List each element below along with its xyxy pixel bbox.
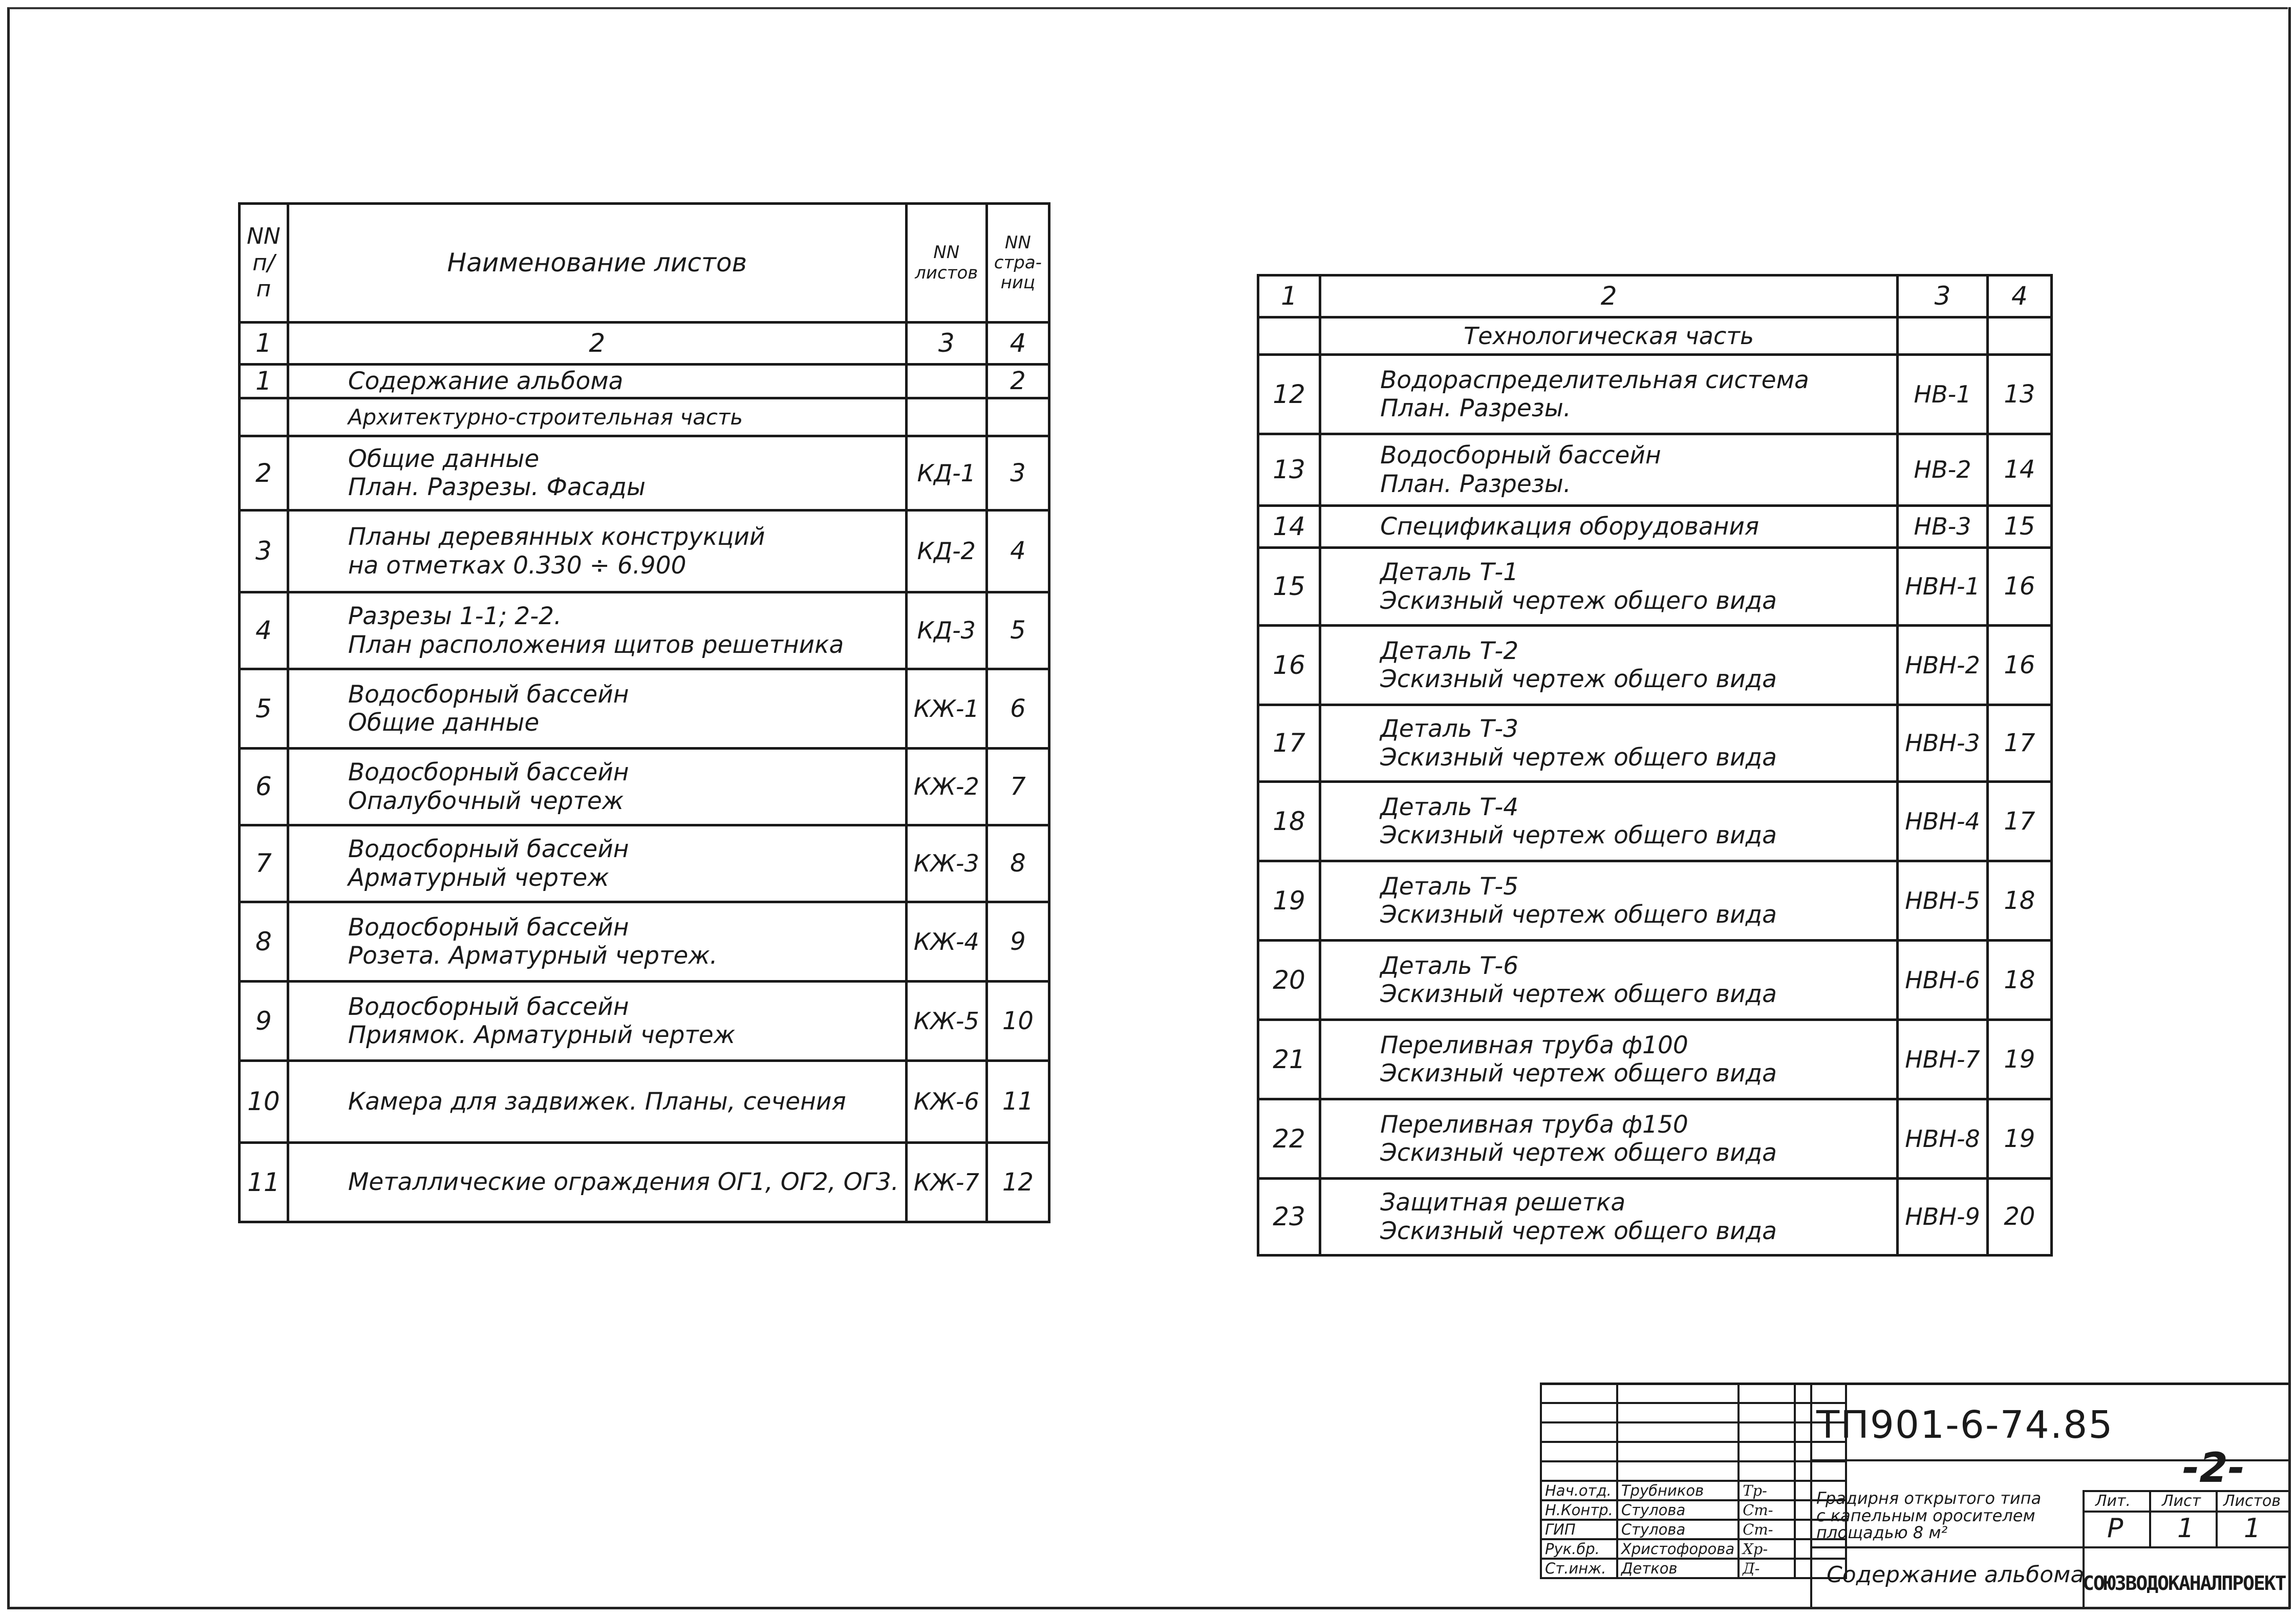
staff-name: Стулова [1617,1500,1739,1520]
description-line: площадью 8 м² [1816,1523,1948,1543]
sheet-code: КД-3 [906,592,986,669]
section-row [240,398,1049,436]
title-block-divider [1810,1383,1812,1607]
table-row [1258,626,2052,705]
sheet-code: НВН-3 [1898,705,1988,782]
table-row [240,669,1049,749]
sheet-name-line: Общие данные [348,709,540,737]
table-row [240,1061,1049,1143]
sheet-code: НВН-5 [1898,861,1988,941]
title-block-divider [2216,1490,2218,1546]
index-cell: 1 [1258,275,1320,317]
title-block-divider [2149,1490,2151,1546]
sheet-name-line: Розета. Арматурный чертеж. [348,942,718,970]
table-row [1258,506,2052,548]
frame-right-border [2288,7,2291,1609]
sheet-name-line: План. Разрезы. Фасады [348,473,646,501]
row-page-empty [986,398,1049,436]
page-number: 14 [1987,434,2051,506]
header-name: Наименование листов [288,204,906,323]
sheet-name [1320,782,1898,861]
header-row [240,204,1049,323]
sheet-name [1320,861,1898,941]
title-block-top-border [1540,1383,2288,1385]
page-number: 15 [1987,506,2051,548]
page-number: 4 [986,511,1049,592]
index-cell: 2 [1320,275,1898,317]
sheet-code: КЖ-4 [906,902,986,982]
staff-signature: Хр- [1739,1539,1795,1559]
page-number: 16 [1987,626,2051,705]
sheet-name-line: Опалубочный чертеж [348,786,624,815]
index-cell: 4 [986,323,1049,365]
sheet-name-line: План. Разрезы. [1380,470,1571,498]
table-row [1258,434,2052,506]
sheet-name-line: Арматурный чертеж [348,863,609,892]
sheet-name-line: на отметках 0.330 ÷ 6.900 [348,551,686,580]
sheet-name [288,1061,906,1143]
page-number: 19 [1987,1020,2051,1099]
sheet-name-line: Эскизный чертеж общего вида [1380,1139,1777,1167]
staff-name: Трубников [1617,1481,1739,1500]
sheet-code [906,365,986,398]
index-row [1258,275,2052,317]
sheet-name-line: Камера для задвижек. Планы, сечения [348,1087,846,1116]
sheet-code: НВН-8 [1898,1099,1988,1179]
header-num: NN п/п [240,204,288,323]
index-cell: 4 [1987,275,2051,317]
sheet-code: НВ-1 [1898,355,1988,434]
table-row [1258,941,2052,1020]
row-number: 20 [1258,941,1320,1020]
staff-row [1541,1539,1846,1559]
row-number: 14 [1258,506,1320,548]
table-row [240,902,1049,982]
sheet-name-line: План. Разрезы. [1380,394,1571,422]
section-title: Архитектурно-строительная часть [288,398,906,436]
sheet-name-line: Водосборный бассейн [348,913,629,942]
page-number: 20 [1987,1179,2051,1256]
row-number: 11 [240,1143,288,1222]
row-number: 7 [240,825,288,902]
row-number: 18 [1258,782,1320,861]
sheet-subtitle: Содержание альбома [1827,1562,2085,1588]
row-number: 8 [240,902,288,982]
sheet-code: КЖ-2 [906,749,986,825]
sheet-code: КЖ-1 [906,669,986,749]
staff-role: Нач.отд. [1541,1481,1617,1500]
sheet-name-line: Водораспределительная система [1380,366,1809,394]
sheet-name-line: Водосборный бассейн [348,758,629,787]
sheet-code: КЖ-7 [906,1143,986,1222]
sheet-name-line: Приямок. Арматурный чертеж [348,1021,736,1049]
staff-name: Стулова [1617,1520,1739,1539]
sheet-name [1320,548,1898,626]
row-number: 6 [240,749,288,825]
section-title: Технологическая часть [1320,317,1898,355]
row-number: 23 [1258,1179,1320,1256]
sheet-code: НВН-1 [1898,548,1988,626]
sheet-name-line: Металлические ограждения ОГ1, ОГ2, ОГ3. [348,1168,899,1197]
page-number: 11 [986,1061,1049,1143]
sheet-code: НВН-6 [1898,941,1988,1020]
sheets-value: 1 [2244,1513,2261,1544]
page-number: 6 [986,669,1049,749]
sheet-value: 1 [2177,1513,2195,1544]
sheet-name-line: Переливная труба ф150 [1380,1110,1688,1139]
row-number: 1 [240,365,288,398]
description-line: с капельным оросителем [1816,1505,2035,1525]
sheet-name [1320,1099,1898,1179]
sheet-name-line: Водосборный бассейн [348,992,629,1021]
index-cell: 3 [906,323,986,365]
sheet-name-line: Водосборный бассейн [1380,441,1661,470]
sheet-name [1320,705,1898,782]
organization-name: СОЮЗВОДОКАНАЛПРОЕКТ [2083,1572,2286,1594]
row-number: 2 [240,436,288,511]
page-number: 8 [986,825,1049,902]
sheet-number: -2- [2182,1444,2245,1492]
page-number: 17 [1987,782,2051,861]
sheet-name-line: Защитная решетка [1380,1188,1626,1217]
staff-signature: Д- [1739,1559,1795,1578]
row-number: 9 [240,982,288,1061]
staff-role: Н.Контр. [1541,1500,1617,1520]
staff-role: Рук.бр. [1541,1539,1617,1559]
page-number: 3 [986,436,1049,511]
sheet-name [288,592,906,669]
staff-row [1541,1559,1846,1578]
page-number: 17 [1987,705,2051,782]
sheet-code: НВН-7 [1898,1020,1988,1099]
sheet-name-line: Эскизный чертеж общего вида [1380,980,1777,1008]
sheet-name [1320,1179,1898,1256]
sheet-name [288,902,906,982]
sheet-name [288,825,906,902]
row-number: 10 [240,1061,288,1143]
sheet-name-line: Эскизный чертеж общего вида [1380,586,1777,615]
sheet-name [288,436,906,511]
table-row [1258,1099,2052,1179]
table-row [240,982,1049,1061]
sheet-code: КД-1 [906,436,986,511]
staff-signature: Ст- [1739,1500,1795,1520]
row-code-empty [906,398,986,436]
sheet-name-line: Эскизный чертеж общего вида [1380,743,1777,772]
row-number: 15 [1258,548,1320,626]
sheet-name-line: Общие данные [348,444,540,473]
section-row [1258,317,2052,355]
sheet-code: НВН-4 [1898,782,1988,861]
sheet-name-line: Эскизный чертеж общего вида [1380,901,1777,929]
sheet-name-line: Эскизный чертеж общего вида [1380,1059,1777,1088]
sheet-name-line: Деталь Т-5 [1380,872,1519,901]
table-row [1258,782,2052,861]
row-number: 12 [1258,355,1320,434]
stage-value: Р [2107,1513,2123,1544]
sheet-name-line: Водосборный бассейн [348,680,629,709]
row-num-empty [240,398,288,436]
sheet-label: Лист [2162,1492,2201,1510]
table-row [1258,1020,2052,1099]
sheet-name-line: Разрезы 1-1; 2-2. [348,602,562,631]
sheet-name-line: Эскизный чертеж общего вида [1380,1217,1777,1245]
staff-role: Ст.инж. [1541,1559,1617,1578]
staff-name: Христофорова [1617,1539,1739,1559]
description-line: Градирня открытого типа [1816,1489,2042,1508]
stage-label: Лит. [2095,1492,2131,1510]
table-row [240,825,1049,902]
sheet-code: КЖ-3 [906,825,986,902]
row-number: 3 [240,511,288,592]
sheet-code: НВ-2 [1898,434,1988,506]
table-row [240,592,1049,669]
staff-signature: Тр- [1739,1481,1795,1500]
sheets-label: Листов [2223,1492,2281,1510]
project-description [1816,1490,2041,1542]
staff-role: ГИП [1541,1520,1617,1539]
row-number: 19 [1258,861,1320,941]
sheet-name-line: Водосборный бассейн [348,835,629,864]
table-row [1258,548,2052,626]
row-number: 21 [1258,1020,1320,1099]
table-row [240,1143,1049,1222]
sheet-name-line: Эскизный чертеж общего вида [1380,821,1777,849]
index-row [240,323,1049,365]
sheet-name [1320,355,1898,434]
title-block-divider [2083,1511,2288,1513]
sheet-name [1320,506,1898,548]
sheet-name [288,982,906,1061]
sheet-name [288,749,906,825]
index-cell: 2 [288,323,906,365]
sheet-code: КЖ-5 [906,982,986,1061]
contents-table-right [1257,274,2053,1257]
sheet-code: НВ-3 [1898,506,1988,548]
sheet-code: КД-2 [906,511,986,592]
sheet-name-line: Деталь Т-1 [1380,558,1519,587]
sheet-name-line: Планы деревянных конструкций [348,523,765,551]
page-number: 7 [986,749,1049,825]
sheet-name-line: Деталь Т-6 [1380,951,1519,980]
sheet-name [1320,434,1898,506]
sheet-code: НВН-2 [1898,626,1988,705]
row-number: 13 [1258,434,1320,506]
title-block [1540,1383,2288,1607]
page-number: 2 [986,365,1049,398]
row-number: 16 [1258,626,1320,705]
staff-row [1541,1520,1846,1539]
document-code: ТП901-6-74.85 [1816,1403,2114,1447]
title-block-divider [1810,1546,2288,1548]
table-row [1258,355,2052,434]
sheet-name-line: Эскизный чертеж общего вида [1380,665,1777,693]
sheet-name [288,669,906,749]
page-number: 12 [986,1143,1049,1222]
page-number: 18 [1987,861,2051,941]
sheet-code: НВН-9 [1898,1179,1988,1256]
page-number: 19 [1987,1099,2051,1179]
staff-row [1541,1481,1846,1500]
sheet-name [1320,1020,1898,1099]
contents-table-left [238,202,1050,1223]
row-number: 4 [240,592,288,669]
sheet-name-line: Переливная труба ф100 [1380,1031,1688,1059]
staff-row [1541,1500,1846,1520]
sheet-name [288,365,906,398]
row-number: 17 [1258,705,1320,782]
page-number: 18 [1987,941,2051,1020]
row-number: 22 [1258,1099,1320,1179]
staff-signature: Ст- [1739,1520,1795,1539]
sheet-name [288,1143,906,1222]
sheet-name-line: Содержание альбома [348,367,624,395]
sheet-name [1320,626,1898,705]
index-cell: 1 [240,323,288,365]
table-row [240,365,1049,398]
staff-name: Детков [1617,1559,1739,1578]
page-number: 16 [1987,548,2051,626]
table-row [1258,705,2052,782]
sheet-name-line: Спецификация оборудования [1380,512,1759,541]
sheet-name [1320,941,1898,1020]
page-number: 5 [986,592,1049,669]
table-row [1258,861,2052,941]
sheet-name-line: Деталь Т-4 [1380,793,1519,821]
sheet-code: КЖ-6 [906,1061,986,1143]
frame-bottom-border [7,1607,2290,1609]
table-row [240,436,1049,511]
table-row [240,511,1049,592]
sheet-name-line: Деталь Т-2 [1380,636,1519,665]
sheet-name-line: План расположения щитов решетника [348,630,844,659]
page-number: 10 [986,982,1049,1061]
title-block-staff-grid [1540,1383,1847,1579]
table-row [240,749,1049,825]
sheet-name-line: Деталь Т-3 [1380,715,1519,743]
header-code: NN листов [906,204,986,323]
page-number: 13 [1987,355,2051,434]
sheet-name [288,511,906,592]
row-number: 5 [240,669,288,749]
table-row [1258,1179,2052,1256]
index-cell: 3 [1898,275,1988,317]
header-page: NN стра- ниц [986,204,1049,323]
page-number: 9 [986,902,1049,982]
